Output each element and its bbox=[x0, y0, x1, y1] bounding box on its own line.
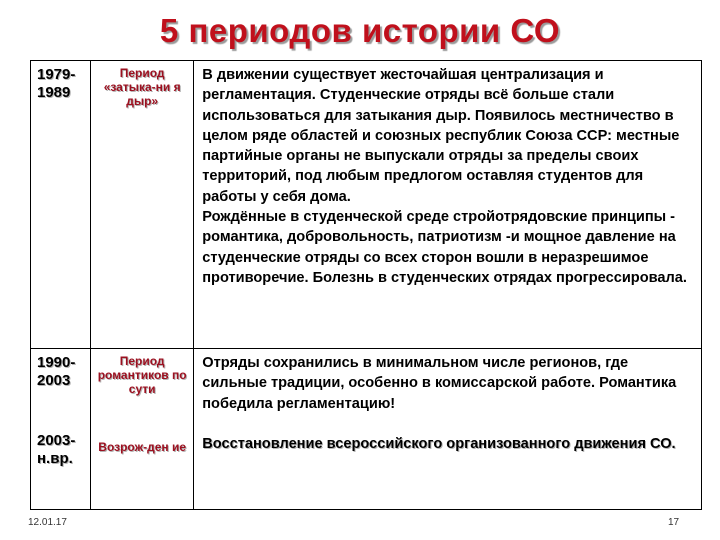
period-label-cell bbox=[91, 61, 194, 349]
years-cell bbox=[31, 349, 91, 510]
period-label: Период романтиков по сути bbox=[97, 354, 187, 396]
table-row bbox=[31, 61, 702, 349]
years-cell bbox=[31, 61, 91, 349]
description-paragraph: Рождённые в студенческой среде стройотрядовские принципы - романтика, добровольность, патриотизм -и мощное давление на студенческие отряды со всех сторон вошли в неразрешимое противоречие. Болезнь в студенческих отрядах прогрессировала. bbox=[202, 209, 687, 286]
description-cell bbox=[194, 349, 702, 510]
description-cell bbox=[194, 61, 702, 349]
page-number: 17 bbox=[668, 517, 680, 528]
period-description bbox=[194, 61, 701, 288]
footer-date: 12.01.17 bbox=[28, 517, 67, 528]
period-label-cell bbox=[91, 349, 194, 510]
period-description: Отряды сохранились в минимальном числе регионов, где сильные традиции, особенно в комиссарской работе. Романтика победила регламентацию! bbox=[202, 355, 677, 412]
description-paragraph: В движении существует жесточайшая централизация и регламентация. Студенческие отряды всё больше стали использоваться для затыкания дыр. Появилось местничество в целом ряде областей и союзных республик Союза ССР: местные партийные органы не выпускали отряды за пределы своих территорий, под любым предлогом оставляя студентов для работы у себя дома. bbox=[202, 67, 680, 205]
period-label: Возрож-ден ие bbox=[98, 440, 187, 454]
years-text: 1979-1989 bbox=[37, 66, 76, 101]
years-text: 2003-н.вр. bbox=[37, 432, 76, 467]
slide-title: 5 периодов истории СО bbox=[159, 12, 561, 49]
period-description: Восстановление всероссийского организованного движения СО. bbox=[202, 435, 676, 452]
table-row bbox=[31, 349, 702, 510]
period-label: Период «затыка-ни я дыр» bbox=[103, 66, 181, 108]
periods-table bbox=[30, 60, 702, 510]
years-text: 1990-2003 bbox=[37, 354, 76, 389]
